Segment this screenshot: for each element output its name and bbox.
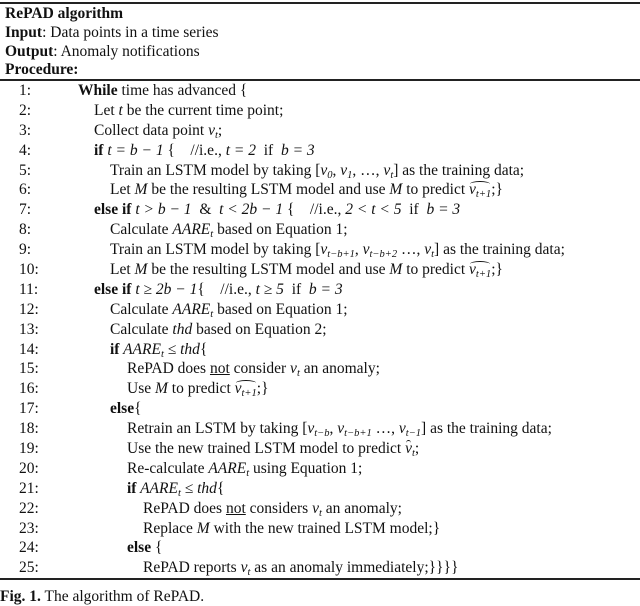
text: { //i.e.,: [163, 141, 226, 159]
line-number: 6:: [19, 181, 32, 199]
line-code: [127, 379, 269, 399]
algorithm-line: [0, 200, 640, 220]
keyword: if: [127, 479, 137, 497]
line-number: 21:: [19, 479, 39, 497]
keyword: if: [94, 141, 104, 159]
algorithm-line: [0, 280, 640, 300]
math-expression: AARE: [208, 459, 247, 477]
line-number: 9:: [19, 241, 32, 259]
line-code: [127, 459, 362, 479]
math-subscript: t: [296, 368, 300, 380]
line-number: 22:: [19, 499, 39, 517]
text: an anomaly;: [321, 499, 402, 517]
text: be the resulting LSTM model and use: [147, 181, 390, 199]
algorithm-line: [0, 359, 640, 379]
line-code: [143, 558, 458, 578]
math-variable: $v_t$: [290, 360, 300, 380]
math-variable: $v_{t-b+1}$: [320, 241, 355, 261]
math-expression: M: [134, 181, 148, 199]
math-subscript: t: [431, 249, 435, 261]
text: , …,: [352, 161, 384, 179]
text: RePAD does: [127, 360, 210, 378]
math-subscript: t: [411, 448, 415, 460]
math-expression: b = 3: [280, 141, 315, 159]
algorithm-line: [0, 479, 640, 499]
algorithm-title: RePAD algorithm: [5, 5, 124, 22]
line-code: [110, 161, 524, 181]
math-prediction: $v_{t+1}$: [469, 261, 492, 281]
math-expression: M: [134, 261, 148, 279]
math-subscript: t: [247, 567, 251, 579]
math-expression: t < 2b − 1: [219, 201, 284, 219]
text: Use the new trained LSTM model to predict: [127, 440, 406, 458]
math-expression: 2 < t < 5: [345, 201, 402, 219]
algorithm-line: [0, 161, 640, 181]
math-expression: t: [118, 101, 123, 119]
algorithm-line: [0, 519, 640, 539]
text: {: [199, 340, 208, 358]
line-number: 25:: [19, 559, 39, 577]
math-subscript: t+1: [475, 189, 492, 201]
keyword: else: [127, 539, 152, 557]
text: based on Equation 1;: [213, 300, 348, 318]
line-number: 20:: [19, 459, 39, 477]
caption-label: Fig. 1.: [0, 588, 41, 605]
line-code: [127, 359, 380, 379]
underlined-text: not: [225, 499, 246, 517]
line-code: [78, 81, 247, 101]
line-code: [110, 300, 348, 320]
math-expression: M: [389, 261, 403, 279]
algorithm-line: [0, 141, 640, 161]
math-prediction: $v_{t+1}$: [469, 181, 492, 201]
text: if: [401, 201, 427, 219]
math-expression: thd: [172, 320, 193, 338]
line-number: 8:: [19, 221, 32, 239]
algorithm-line: [0, 240, 640, 260]
line-number: 3:: [19, 121, 32, 139]
line-code: [127, 419, 552, 439]
line-number: 10:: [19, 261, 39, 279]
text: ,: [354, 241, 363, 259]
math-subscript: t−b+2: [369, 249, 398, 261]
math-subscript: t: [160, 348, 164, 360]
math-variable: $v_1$: [340, 161, 353, 181]
line-number: 24:: [19, 539, 39, 557]
text: based on Equation 1;: [213, 221, 348, 239]
math-subscript: t−b: [314, 428, 330, 440]
text: {: [151, 539, 163, 557]
algorithm-line: [0, 81, 640, 101]
line-code: [94, 141, 315, 161]
text: consider: [229, 360, 291, 378]
line-code: [94, 280, 343, 300]
line-code: [143, 499, 402, 519]
text: Let: [110, 261, 135, 279]
input-line: [5, 23, 219, 42]
text: Calculate: [110, 221, 173, 239]
line-code: [127, 538, 162, 558]
line-number: 13:: [19, 320, 39, 338]
text: Re-calculate: [127, 459, 209, 477]
math-expression: M: [196, 519, 210, 537]
line-code: [127, 439, 419, 459]
text: Retrain an LSTM by taking [: [127, 420, 308, 438]
math-expression: AARE: [172, 221, 211, 239]
text: based on Equation 2;: [192, 320, 327, 338]
line-code: [127, 479, 224, 499]
text: using Equation 1;: [249, 459, 363, 477]
text: RePAD reports: [143, 559, 241, 577]
math-expression: t = b − 1: [103, 141, 164, 159]
keyword: else if: [94, 201, 132, 219]
line-number: 11:: [19, 280, 39, 298]
math-subscript: t: [390, 169, 394, 181]
line-code: [110, 260, 503, 280]
math-expression: M: [154, 380, 168, 398]
algorithm-line: [0, 121, 640, 141]
math-prediction: $v_{t+1}$: [234, 380, 257, 400]
algorithm-line: [0, 180, 640, 200]
underlined-text: not: [209, 360, 230, 378]
math-subscript: t−b+1: [327, 249, 355, 261]
math-variable: $v_{t-b+2}$: [362, 241, 398, 261]
line-code: [110, 180, 503, 200]
text: &: [191, 201, 220, 219]
math-subscript: 0: [327, 169, 333, 181]
text: if: [283, 280, 309, 298]
text: to predict: [402, 261, 470, 279]
text: ;}: [256, 380, 269, 398]
math-prediction: $v_t$: [405, 440, 415, 460]
text: {: [216, 479, 225, 497]
math-expression: t ≥ 2b − 1: [131, 280, 198, 298]
text: if: [255, 141, 281, 159]
text: ,: [329, 420, 338, 438]
algorithm-line: [0, 379, 640, 399]
text: Train an LSTM model by taking [: [110, 161, 321, 179]
bottom-rule: [0, 578, 640, 580]
text: be the current time point;: [122, 101, 284, 119]
text: to predict: [402, 181, 470, 199]
math-variable: $v_{t-1}$: [398, 420, 422, 440]
text: ] as the training data;: [393, 161, 525, 179]
math-subscript: t: [177, 487, 181, 499]
math-expression: t = 2: [225, 141, 256, 159]
text: Calculate: [110, 320, 173, 338]
math-expression: AARE: [136, 479, 178, 497]
math-subscript: t−b+1: [344, 428, 372, 440]
line-number: 7:: [19, 201, 32, 219]
text: …,: [371, 420, 399, 438]
algorithm-line: [0, 499, 640, 519]
math-variable: $v_t$: [312, 499, 322, 519]
line-number: 19:: [19, 440, 39, 458]
procedure-label: Procedure:: [5, 61, 79, 78]
math-expression: AARE: [119, 340, 161, 358]
math-expression: t > b − 1: [131, 201, 192, 219]
text: Collect data point: [94, 121, 209, 139]
math-subscript: t: [318, 507, 322, 519]
line-code: [110, 340, 207, 360]
line-number: 15:: [19, 360, 39, 378]
algorithm-line: [0, 399, 640, 419]
text: Use: [127, 380, 155, 398]
output-label: Output: [5, 43, 54, 60]
text: ;}: [491, 181, 503, 199]
math-expression: t ≥ 5: [255, 280, 284, 298]
algorithm-body: [0, 81, 640, 578]
text: to predict: [167, 380, 235, 398]
text: …,: [397, 241, 425, 259]
math-subscript: t+1: [475, 269, 492, 281]
line-code: [110, 220, 348, 240]
text: considers: [245, 499, 313, 517]
math-variable: $v_0$: [320, 161, 333, 181]
algorithm-line: [0, 101, 640, 121]
math-variable: $v_t$: [240, 559, 251, 579]
text: as an anomaly immediately;}}}}: [250, 559, 459, 577]
math-expression: ≤ thd: [163, 340, 200, 358]
text: ] as the training data;: [421, 420, 552, 438]
math-subscript: t: [214, 129, 218, 141]
text: with the new trained LSTM model;}: [209, 519, 441, 537]
text: Let: [110, 181, 135, 199]
text: RePAD does: [143, 499, 226, 517]
line-code: [94, 121, 222, 141]
line-code: [94, 200, 460, 220]
text: { //i.e.,: [197, 280, 256, 298]
math-subscript: t: [246, 467, 250, 479]
text: ;: [414, 440, 420, 458]
text: Train an LSTM model by taking [: [110, 241, 321, 259]
line-number: 17:: [19, 400, 39, 418]
text: time has advanced {: [117, 82, 248, 99]
line-number: 1:: [19, 82, 32, 99]
algorithm-line: [0, 260, 640, 280]
figure-caption: [0, 588, 204, 606]
line-number: 14:: [19, 340, 39, 358]
math-subscript: t−1: [405, 428, 422, 440]
line-number: 18:: [19, 420, 39, 438]
math-variable: $v_t$: [424, 241, 435, 261]
algorithm-line: [0, 419, 640, 439]
math-expression: b = 3: [426, 201, 461, 219]
output-text: : Anomaly notifications: [53, 43, 200, 60]
input-text: : Data points in a time series: [42, 24, 219, 41]
text: ,: [332, 161, 341, 179]
algorithm-line: [0, 340, 640, 360]
algorithm-line: [0, 300, 640, 320]
math-expression: ≤ thd: [180, 479, 217, 497]
keyword: if: [110, 340, 120, 358]
line-number: 12:: [19, 300, 39, 318]
keyword: While: [78, 82, 118, 99]
math-expression: M: [389, 181, 403, 199]
text: ] as the training data;: [434, 241, 565, 259]
line-code: [110, 240, 565, 260]
algorithm-line: [0, 558, 640, 578]
line-code: [143, 519, 440, 539]
text: { //i.e.,: [283, 201, 346, 219]
math-variable: $v_t$: [208, 121, 218, 141]
line-code: [110, 399, 142, 419]
keyword: else: [110, 400, 135, 418]
math-expression: b = 3: [308, 280, 343, 298]
keyword: else if: [94, 280, 132, 298]
algorithm-line: [0, 220, 640, 240]
algorithm-line: [0, 459, 640, 479]
math-variable: $v_{t-b+1}$: [337, 420, 372, 440]
line-number: 5:: [19, 161, 32, 179]
text: {: [134, 400, 142, 418]
caption-text: The algorithm of RePAD.: [40, 588, 205, 605]
input-label: Input: [5, 24, 43, 41]
line-number: 2:: [19, 101, 32, 119]
line-number: 23:: [19, 519, 39, 537]
text: an anomaly;: [299, 360, 380, 378]
math-variable: $v_t$: [383, 161, 394, 181]
text: Replace: [143, 519, 197, 537]
math-subscript: t+1: [241, 388, 257, 400]
algorithm-line: [0, 320, 640, 340]
math-expression: AARE: [172, 300, 211, 318]
algorithm-line: [0, 439, 640, 459]
math-subscript: t: [210, 229, 214, 241]
line-code: [94, 101, 283, 121]
algorithm-line: [0, 538, 640, 558]
math-subscript: 1: [347, 169, 353, 181]
text: ;}: [491, 261, 503, 279]
text: Calculate: [110, 300, 173, 318]
text: ;: [217, 121, 223, 139]
output-line: [5, 42, 200, 61]
line-number: 16:: [19, 380, 39, 398]
line-number: 4:: [19, 141, 32, 159]
text: be the resulting LSTM model and use: [147, 261, 390, 279]
math-variable: $v_{t-b}$: [307, 420, 330, 440]
line-code: [110, 320, 327, 340]
math-subscript: t: [210, 308, 214, 320]
text: Let: [94, 101, 119, 119]
